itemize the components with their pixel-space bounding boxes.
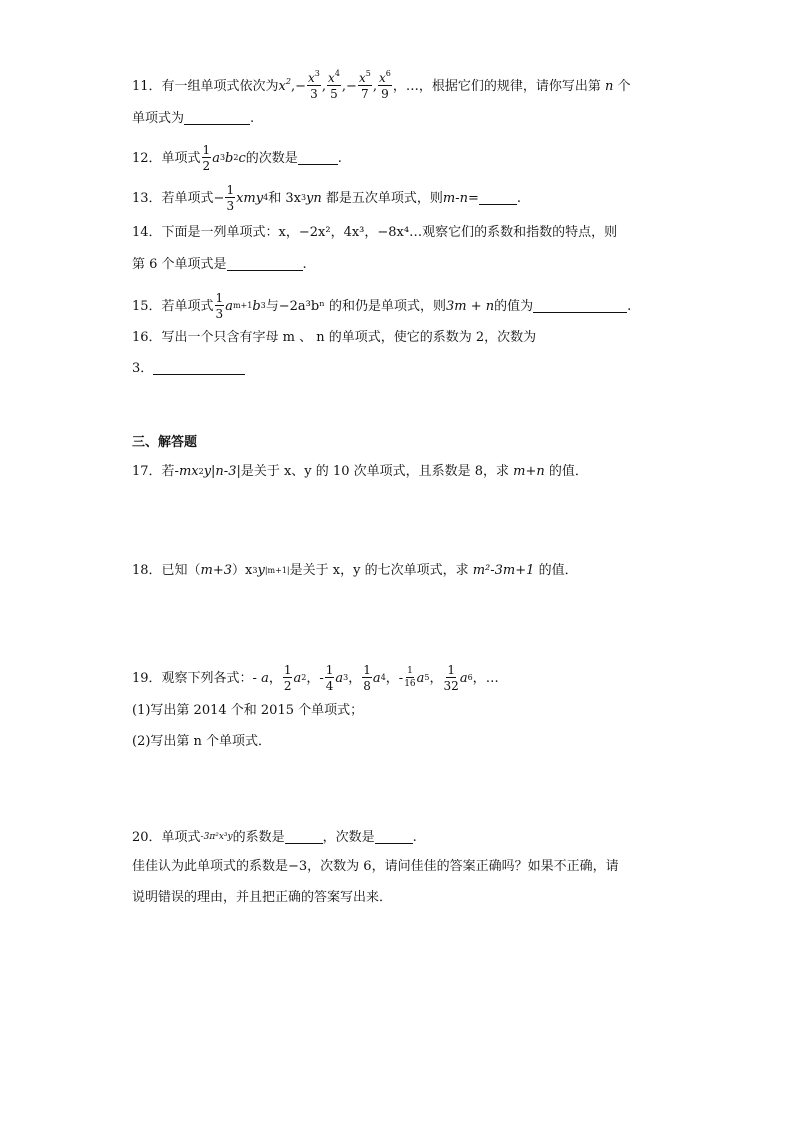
question-15: 15．若单项式 $\frac{1}{3}$ a m+1 b 3 与−2a³bⁿ 的和仍是单项式，则 3m + n 的值为 . <box>132 291 632 321</box>
answer-blank[interactable] <box>285 831 323 844</box>
answer-blank[interactable] <box>298 152 338 165</box>
question-14-line2: 第 6 个单项式是 . <box>132 257 307 272</box>
question-11: 11．有一组单项式依次为 $x^2$ ,− $\frac{x^3}{3}$ , $\frac{x^4}{5}$ ,− $\frac{x^5}{7}$ , $\frac{x^6}{9}$ ，…，根据它们的规律，请你写出第 n 个 <box>132 69 631 101</box>
fraction: $\frac{1}{4}$ <box>325 663 334 693</box>
question-16-line2: 3． <box>132 362 245 375</box>
question-18: 18．已知（ m+3 ）x 3 y |m+1| 是关于 x，y 的七次单项式，求 m²-3m+1 的值． <box>132 563 578 578</box>
question-19-sub2: (2)写出第 n 个单项式． <box>132 734 272 749</box>
question-16: 16．写出一个只含有字母 m 、 n 的单项式，使它的系数为 2，次数为 <box>132 330 537 345</box>
question-20-line2: 佳佳认为此单项式的系数是−3，次数为 6，请问佳佳的答案正确吗？如果不正确，请 <box>132 859 619 874</box>
fraction: $\frac{x^3}{3}$ <box>308 69 320 101</box>
fraction: $\frac{1}{8}$ <box>363 663 371 693</box>
fraction: $\frac{1}{16}$ <box>404 666 416 689</box>
question-11-line2: 单项式为 . <box>132 111 255 126</box>
fraction: $\frac{x^5}{7}$ <box>358 69 371 101</box>
question-13: 13．若单项式− $\frac{1}{3}$ xmy 4 和 3x 3 yn 都是五次单项式，则 m-n = . <box>132 183 522 213</box>
answer-blank[interactable] <box>533 300 627 313</box>
question-12: 12．单项式 $\frac{1}{2}$ a 3 b 2 c 的次数是 . <box>132 143 342 173</box>
fraction: $\frac{x^4}{5}$ <box>328 69 340 101</box>
question-19-sub1: (1)写出第 2014 个和 2015 个单项式； <box>132 703 364 718</box>
answer-blank[interactable] <box>227 258 303 271</box>
fraction: $\frac{1}{32}$ <box>443 663 459 693</box>
question-19: 19．观察下列各式： - a ， $\frac{1}{2}$ a 2 ， - $\frac{1}{4}$ a 3 ， $\frac{1}{8}$ a 4 ， - $\frac{1}{16}$ a 5 ， $\frac{1}{32}$ a 6 ， … <box>132 663 499 693</box>
question-20-line3: 说明错误的理由，并且把正确的答案写出来． <box>132 890 393 905</box>
question-14: 14．下面是一列单项式：x，−2x²，4x³，−8x⁴…观察它们的系数和指数的特点，则 <box>132 225 618 240</box>
section-title: 三、解答题 <box>132 435 198 450</box>
fraction: $\frac{1}{2}$ <box>202 143 211 173</box>
answer-blank[interactable] <box>375 831 413 844</box>
fraction: $\frac{1}{3}$ <box>215 291 224 321</box>
fraction: $\frac{x^6}{9}$ <box>378 69 391 101</box>
question-20: 20．单项式 -3π²x³y 的系数是 ，次数是 . <box>132 830 417 845</box>
answer-blank[interactable] <box>479 192 517 205</box>
answer-blank[interactable] <box>153 362 245 375</box>
question-17: 17．若- mx 2 y|n-3| 是关于 x、y 的 10 次单项式，且系数是 8，求 m+n 的值． <box>132 464 588 479</box>
fraction: $\frac{1}{3}$ <box>226 183 235 213</box>
fraction: $\frac{1}{2}$ <box>283 663 292 693</box>
answer-blank[interactable] <box>184 112 250 125</box>
